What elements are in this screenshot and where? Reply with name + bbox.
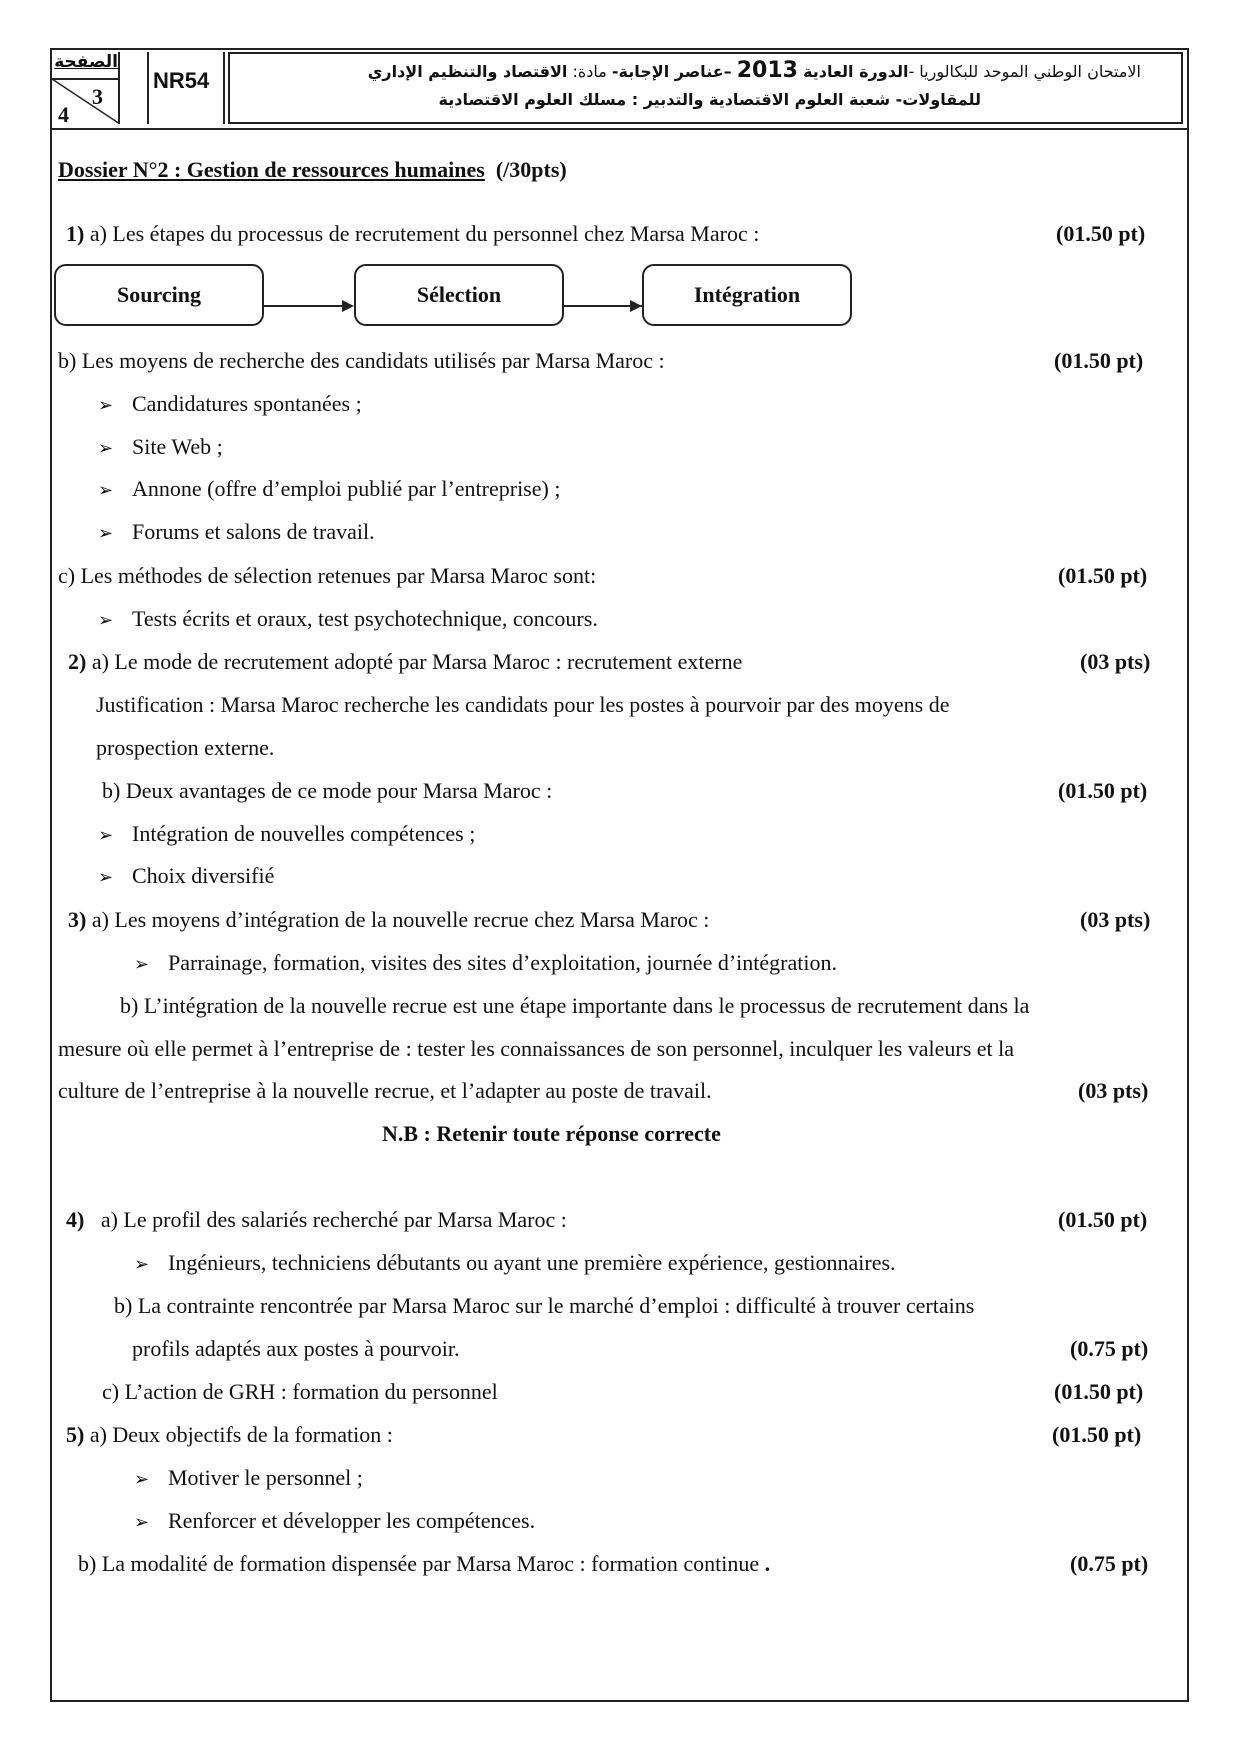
page-total: 4 [58, 102, 69, 127]
arrow-bullet-icon: ➢ [134, 1512, 150, 1533]
arrow-bullet-icon: ➢ [98, 867, 114, 888]
q2b-points: (01.50 pt) [1058, 778, 1148, 803]
title-year: 2013 [736, 58, 798, 83]
q2a-points: (03 pts) [1080, 649, 1151, 674]
list-item-text: Site Web ; [132, 434, 223, 459]
dossier-heading [58, 157, 567, 183]
q5-number: 5) [66, 1422, 85, 1447]
q3b-line-2: mesure où elle permet à l’entreprise de : tester les connaissances de son personnel, inculquer les valeurs et la [58, 1036, 1015, 1061]
list-item-text: Motiver le personnel ; [168, 1465, 363, 1490]
exam-code-box [147, 52, 225, 124]
nb-note: N.B : Retenir toute réponse correcte [382, 1121, 721, 1146]
list-item [98, 391, 362, 419]
q2a-text: a) Le mode de recrutement adopté par Marsa Maroc : recrutement externe [91, 649, 743, 674]
flow-step-integration: Intégration [642, 264, 852, 326]
q4a-points: (01.50 pt) [1058, 1207, 1148, 1232]
arrow-bullet-icon: ➢ [98, 395, 114, 416]
arrow-bullet-icon: ➢ [98, 523, 114, 544]
q1b-points: (01.50 pt) [1054, 348, 1144, 373]
q4-number: 4) [66, 1207, 85, 1232]
q1a-text: a) Les étapes du processus de recrutement du personnel chez Marsa Maroc : [89, 221, 760, 246]
q5b-line [78, 1551, 770, 1577]
q5b-dot: . [759, 1551, 771, 1576]
exam-code: NR54 [153, 68, 210, 93]
list-item [134, 1465, 363, 1493]
q4b-line-1: b) La contrainte rencontrée par Marsa Maroc sur le marché d’emploi : difficulté à trouver certains [114, 1293, 975, 1318]
q3b-line-1: b) L’intégration de la nouvelle recrue est une étape importante dans le processus de recrutement dans la [120, 993, 1030, 1018]
q2-justification-1: Justification : Marsa Maroc recherche les candidats pour les postes à pourvoir par des moyens de [96, 692, 950, 717]
q4b-line-2: profils adaptés aux postes à pourvoir. [132, 1336, 460, 1361]
list-item-text: Intégration de nouvelles compétences ; [132, 821, 476, 846]
exam-title-line2: للمقاولات- شعبة العلوم الاقتصادية والتدبير : مسلك العلوم الاقتصادية [438, 90, 981, 109]
list-item [98, 863, 274, 891]
q5a-points: (01.50 pt) [1052, 1422, 1142, 1447]
exam-title-box [228, 52, 1183, 124]
q3a-text: a) Les moyens d’intégration de la nouvelle recrue chez Marsa Maroc : [91, 907, 710, 932]
q2a-line [68, 649, 742, 675]
title-national-exam: الامتحان الوطني الموحد للبكالوريا - [908, 62, 1141, 81]
title-subject: الاقتصاد والتنظيم الإداري [367, 62, 568, 81]
q5b-points: (0.75 pt) [1070, 1551, 1149, 1576]
flow-arrow-1 [264, 305, 342, 307]
exam-title-line1 [368, 58, 1141, 83]
title-session: الدورة العادية [803, 62, 909, 81]
q5b-text: b) La modalité de formation dispensée par Marsa Maroc : formation continue [78, 1551, 760, 1576]
list-item [134, 950, 837, 978]
flow-step-selection: Sélection [354, 264, 564, 326]
arrow-bullet-icon: ➢ [134, 1469, 150, 1490]
arrow-bullet-icon: ➢ [98, 438, 114, 459]
list-item [98, 606, 598, 634]
q1a-line [66, 221, 759, 247]
q1c-text: c) Les méthodes de sélection retenues par Marsa Maroc sont: [58, 563, 597, 588]
q5a-line [66, 1422, 393, 1448]
q2b-text: b) Deux avantages de ce mode pour Marsa Maroc : [102, 778, 553, 803]
q4a-line [66, 1207, 567, 1233]
list-item [134, 1508, 535, 1536]
q3b-line-3: culture de l’entreprise à la nouvelle recrue, et l’adapter au poste de travail. [58, 1078, 712, 1103]
page-current: 3 [92, 84, 103, 109]
list-item-text: Parrainage, formation, visites des sites d’exploitation, journée d’intégration. [168, 950, 837, 975]
q4b-points: (0.75 pt) [1070, 1336, 1149, 1361]
list-item [98, 821, 475, 849]
flow-arrowhead-2 [630, 300, 642, 312]
q4c-text: c) L’action de GRH : formation du personnel [102, 1379, 498, 1404]
q5a-text: a) Deux objectifs de la formation : [89, 1422, 393, 1447]
flow-arrowhead-1 [342, 300, 354, 312]
title-answer-key: –عناصر الإجابة- [611, 62, 732, 81]
list-item-text: Tests écrits et oraux, test psychotechnique, concours. [132, 606, 598, 631]
q3-number: 3) [68, 907, 87, 932]
q1c-points: (01.50 pt) [1058, 563, 1148, 588]
list-item-text: Ingénieurs, techniciens débutants ou ayant une première expérience, gestionnaires. [168, 1250, 896, 1275]
list-item-text: Annone (offre d’emploi publié par l’entreprise) ; [132, 476, 561, 501]
arrow-bullet-icon: ➢ [134, 954, 150, 975]
q4c-points: (01.50 pt) [1054, 1379, 1144, 1404]
q3a-points: (03 pts) [1080, 907, 1151, 932]
q1-number: 1) [66, 221, 85, 246]
list-item [98, 476, 560, 504]
header-rule [50, 128, 1189, 130]
list-item [134, 1250, 896, 1278]
arrow-bullet-icon: ➢ [98, 480, 114, 501]
list-item [98, 519, 375, 547]
dossier-points: (/30pts) [495, 157, 567, 182]
q3b-points: (03 pts) [1078, 1078, 1149, 1103]
q4a-text: a) Le profil des salariés recherché par Marsa Maroc : [100, 1207, 567, 1232]
arrow-bullet-icon: ➢ [134, 1254, 150, 1275]
dossier-title: Dossier N°2 : Gestion de ressources humaines [58, 157, 485, 182]
flow-step-sourcing: Sourcing [54, 264, 264, 326]
page-label: الصفحة [54, 52, 118, 72]
arrow-bullet-icon: ➢ [98, 825, 114, 846]
list-item-text: Renforcer et développer les compétences. [168, 1508, 536, 1533]
q3a-line [68, 907, 709, 933]
list-item-text: Choix diversifié [132, 863, 275, 888]
q1b-text: b) Les moyens de recherche des candidats utilisés par Marsa Maroc : [58, 348, 665, 373]
page-number-box [52, 52, 120, 127]
list-item-text: Candidatures spontanées ; [132, 391, 362, 416]
title-subject-label: مادة: [567, 62, 612, 81]
q2-justification-2: prospection externe. [96, 735, 275, 760]
arrow-bullet-icon: ➢ [98, 610, 114, 631]
list-item-text: Forums et salons de travail. [132, 519, 375, 544]
q1a-points: (01.50 pt) [1056, 221, 1146, 246]
q2-number: 2) [68, 649, 87, 674]
list-item [98, 434, 223, 462]
